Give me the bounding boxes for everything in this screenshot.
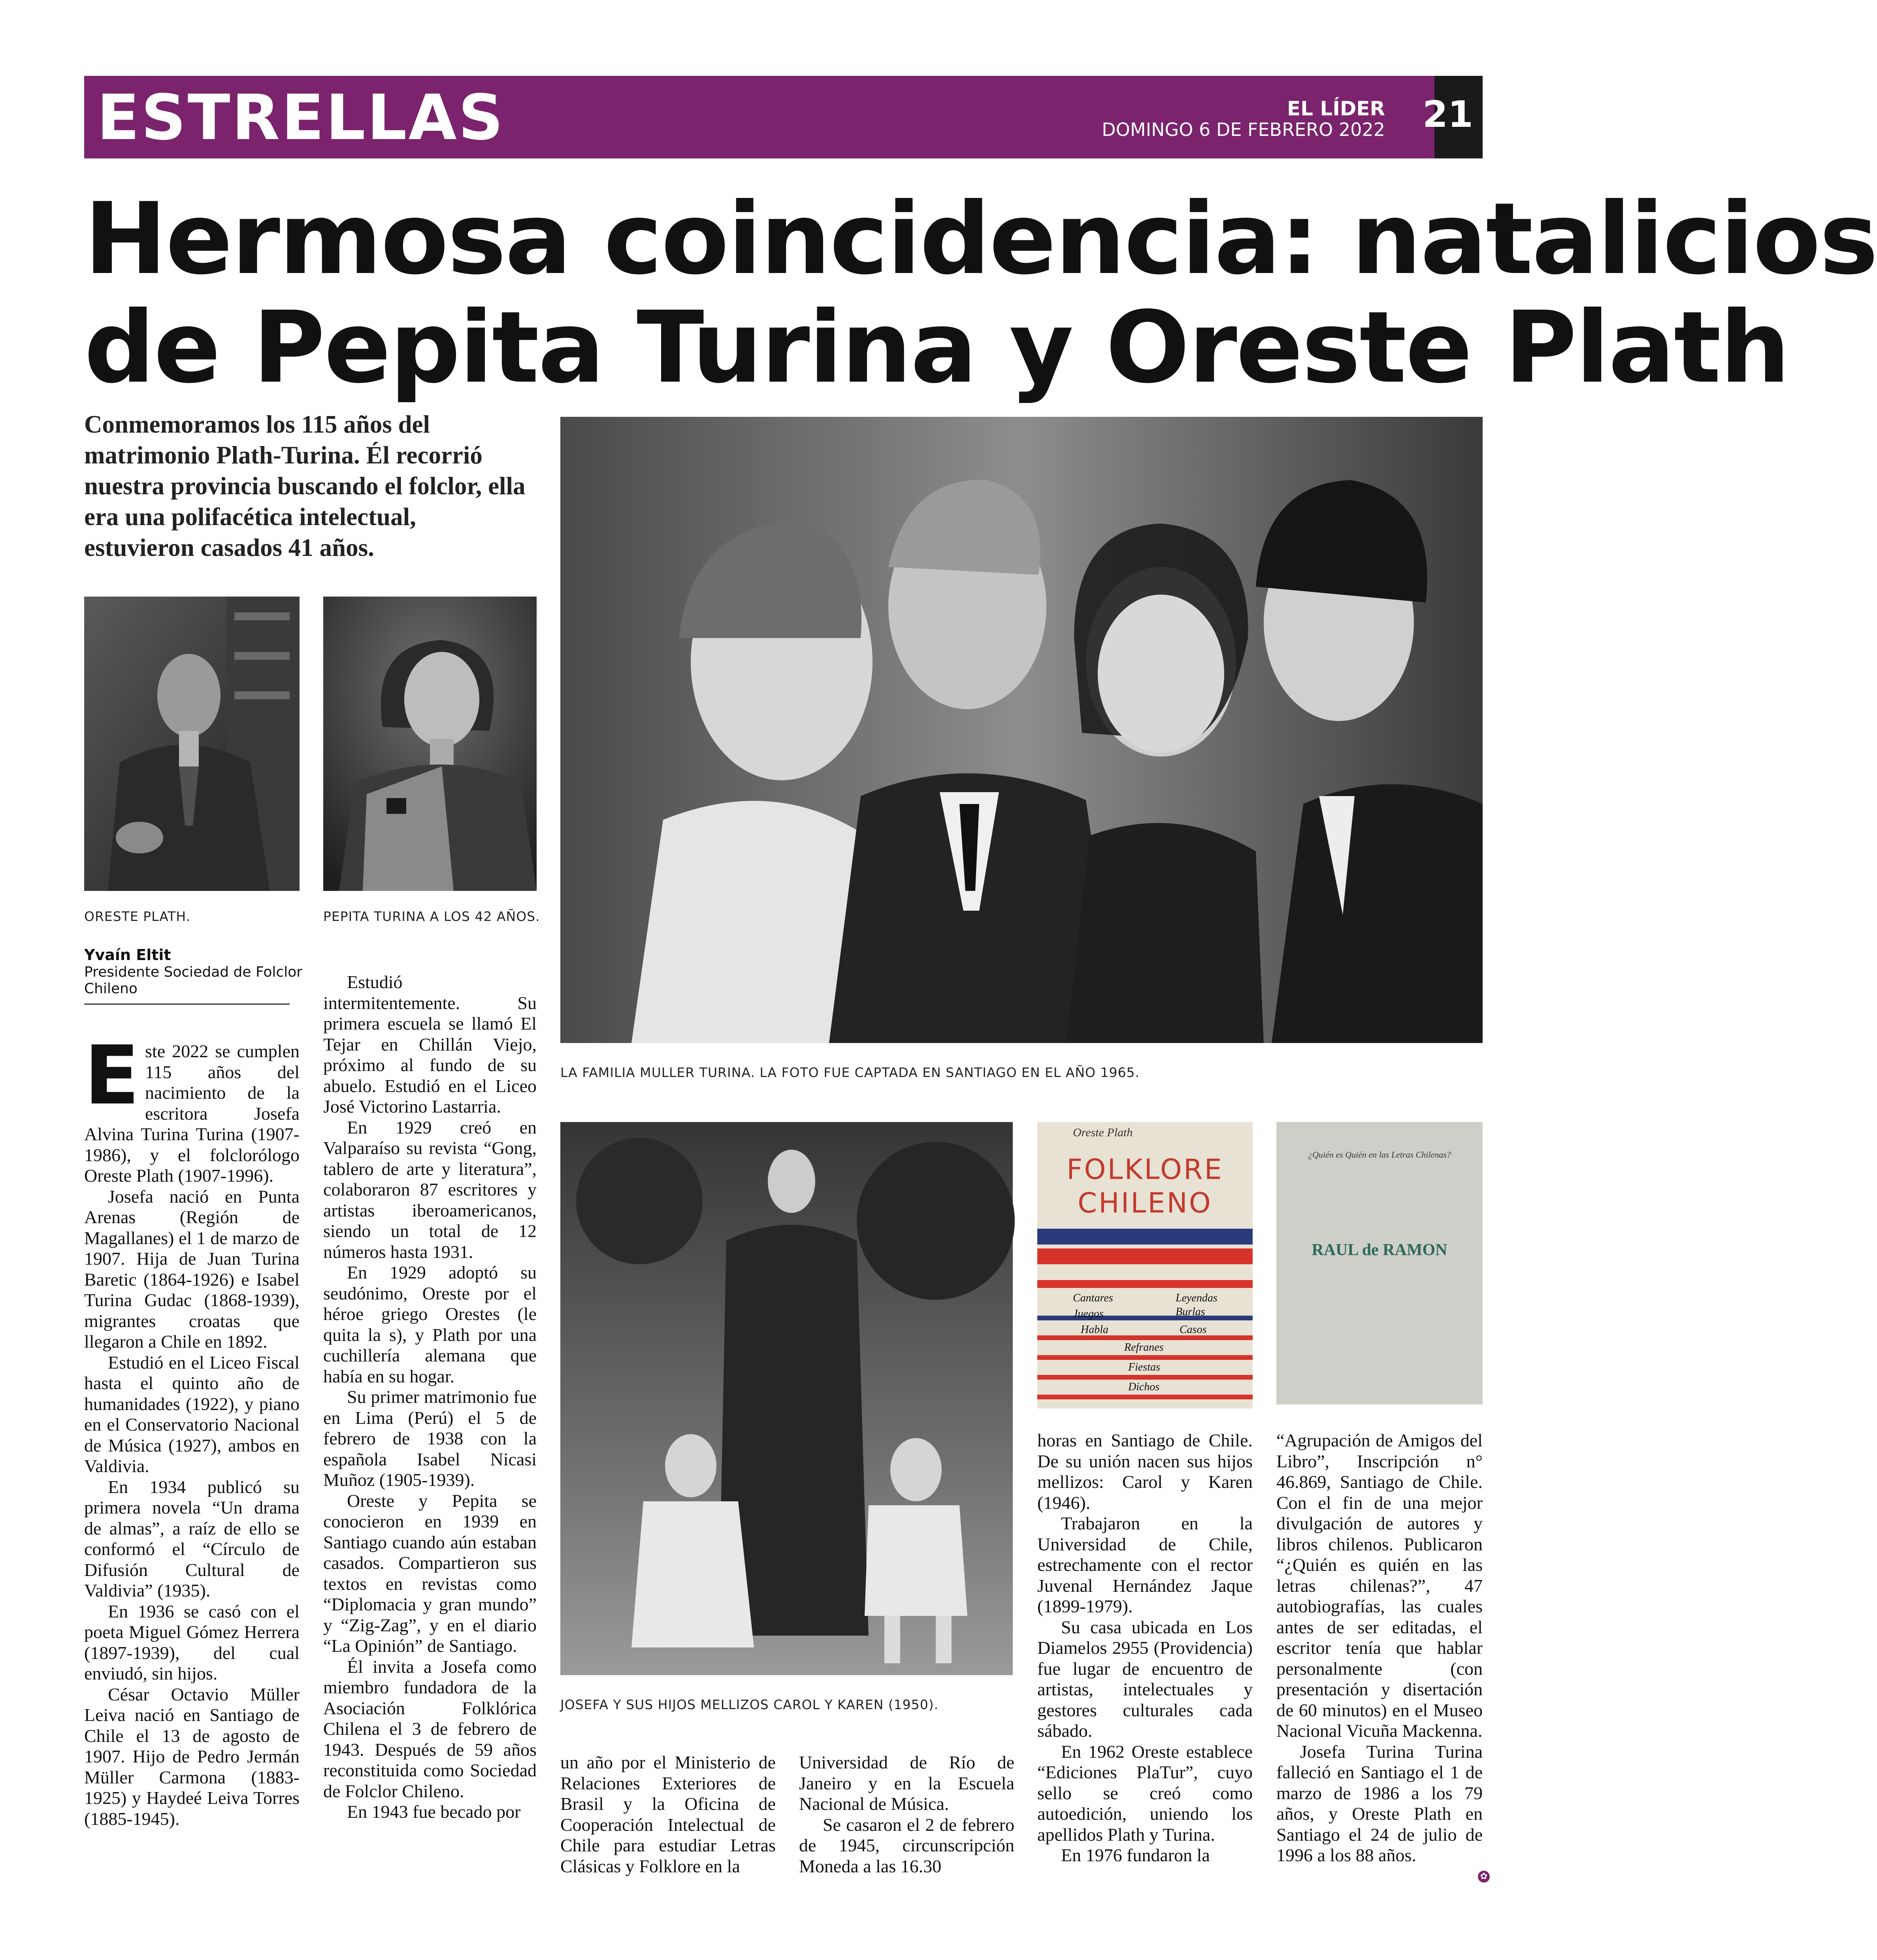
book-cover-quien-es-quien — [1276, 1122, 1483, 1405]
body-column-1 — [84, 1029, 300, 1829]
byline-divider — [84, 1004, 290, 1005]
headline-line-2: de Pepita Turina y Oreste Plath — [84, 290, 1789, 405]
caption-josefa: JOSEFA Y SUS HIJOS MELLIZOS CAROL Y KAREN (1950). — [560, 1697, 939, 1712]
paragraph: Universidad de Río de Janeiro y en la Escuela Nacional de Música. — [799, 1752, 1014, 1814]
book-quien-author: RAUL de RAMON — [1312, 1241, 1447, 1259]
body-column-2 — [323, 972, 537, 1823]
book-word: Habla — [1081, 1324, 1108, 1336]
page-number: 21 — [1423, 93, 1474, 136]
book-stripe-red-1 — [1037, 1248, 1253, 1264]
book-stripe-red-4 — [1037, 1355, 1253, 1360]
body-column-5 — [1037, 1430, 1253, 1866]
caption-oreste: ORESTE PLATH. — [84, 909, 191, 924]
book-word: Dichos — [1128, 1381, 1160, 1393]
paragraph: Trabajaron en la Universidad de Chile, estrechamente con el rector Juvenal Hernández Jaque (1899-1979). — [1037, 1513, 1253, 1616]
body-column-6 — [1276, 1430, 1483, 1866]
book-word: Juegos — [1073, 1308, 1104, 1320]
paragraph: Su casa ubicada en Los Diamelos 2955 (Providencia) fue lugar de encuentro de artistas, intelectuales y gestores culturales cada sábado. — [1037, 1617, 1253, 1741]
book-stripe-blue-1 — [1037, 1229, 1253, 1245]
josefa-twins-image — [560, 1122, 1013, 1675]
book-stripe-red-3 — [1037, 1335, 1253, 1340]
paragraph: En 1934 publicó su primera novela “Un drama de almas”, a raíz de ello se conformó el “Círculo de Difusión Cultural de Valdivia” (1935). — [84, 1476, 300, 1600]
book-word: Refranes — [1124, 1341, 1164, 1354]
paragraph: un año por el Ministerio de Relaciones Exteriores de Brasil y la Oficina de Cooperación Intelectual de Chile para estudiar Letras Clásicas y Folklore en la — [560, 1752, 776, 1876]
paragraph: Estudió en el Liceo Fiscal hasta el quinto año de humanidades (1922), y piano en el Conservatorio Nacional de Música (1927), ambos en Valdivia. — [84, 1352, 300, 1476]
paragraph: En 1943 fue becado por — [347, 1802, 521, 1822]
paragraph: ste 2022 se cumplen 115 años del nacimiento de la escritora Josefa Alvina Turina Turina (1907-1986), y el folclorólogo Oreste Plath (1907-1996). — [84, 1041, 300, 1186]
photo-josefa-mellizos — [560, 1122, 1013, 1675]
byline-name: Yvaín Eltit — [84, 946, 171, 964]
book-word: Leyendas — [1176, 1292, 1217, 1304]
paragraph: En 1976 fundaron la — [1061, 1845, 1210, 1865]
headline-line-1: Hermosa coincidencia: natalicios — [84, 181, 1877, 296]
paragraph: Josefa nació en Punta Arenas (Región de Magallanes) el 1 de marzo de 1907. Hija de Juan Turina Baretic (1864-1926) e Isabel Turina Gudac (1868-1939), migrantes croatas que llegaron a Chile en 1892. — [84, 1186, 300, 1352]
paragraph: Estudió intermitentemente. Su primera escuela se llamó El Tejar en Chillán Viejo, próximo al fundo de su abuelo. Estudió en el Liceo José Victorino Lastarria. — [323, 972, 537, 1117]
book-stripe-red-2 — [1037, 1280, 1253, 1288]
portrait-oreste-image — [84, 597, 300, 891]
photo-pepita-turina — [323, 597, 537, 891]
issue-date: DOMINGO 6 DE FEBRERO 2022 — [1102, 119, 1385, 140]
paragraph: Se casaron el 2 de febrero de 1945, circunscripción Moneda a las 16.30 — [799, 1814, 1014, 1876]
paragraph: En 1929 creó en Valparaíso su revista “Gong, tablero de arte y literatura”, colaboraron 87 escritores y artistas iberoamericanos, siendo un total de 12 números hasta 1931. — [323, 1117, 537, 1262]
paragraph: En 1929 adoptó su seudónimo, Oreste por el héroe griego Orestes (le quita la s), y Plath por una cuchillería alemana que había en su hogar. — [323, 1262, 537, 1386]
book-word: Cantares — [1073, 1292, 1113, 1304]
paragraph: Josefa Turina Turina falleció en Santiago el 1 de marzo de 1986 a los 79 años, y Oreste Plath en Santiago el 24 de julio de 1996 a los 88 años. — [1276, 1741, 1483, 1865]
book-folklore-title-1: FOLKLORE — [1067, 1153, 1223, 1186]
byline-role: Presidente Sociedad de Folclor Chileno — [84, 964, 303, 997]
book-word: Burlas — [1176, 1306, 1205, 1318]
book-word: Fiestas — [1128, 1361, 1160, 1373]
paragraph: Su primer matrimonio fue en Lima (Perú) el 5 de febrero de 1938 con la española Isabel Nicasi Muñoz (1905-1939). — [323, 1387, 537, 1490]
photo-oreste-plath — [84, 597, 300, 891]
book-folklore-author: Oreste Plath — [1073, 1126, 1133, 1139]
paragraph: “Agrupación de Amigos del Libro”, Inscripción n° 46.869, Santiago de Chile. Con el fin de una mejor divulgación de autores y libros chilenos. Publicaron “¿Quién es quién en las letras chilenas?”, 47 autobiografías, las cuales antes de ser editadas, el escritor tenía que hablar personalmente (con presentación y disertación de 60 minutos) en el Museo Nacional Vicuña Mackenna. — [1276, 1430, 1483, 1741]
book-stripe-red-5 — [1037, 1375, 1253, 1380]
paragraph: horas en Santiago de Chile. De su unión nacen sus hijos mellizos: Carol y Karen (1946). — [1037, 1430, 1253, 1513]
drop-cap: E — [84, 1029, 140, 1123]
book-cover-folklore-chileno — [1037, 1122, 1253, 1408]
portrait-pepita-image — [323, 597, 537, 891]
paragraph: César Octavio Müller Leiva nació en Santiago de Chile el 13 de agosto de 1907. Hijo de Pedro Jermán Müller Carmona (1883-1925) y Haydeé Leiva Torres (1885-1945). — [84, 1684, 300, 1829]
book-stripe-blue-2 — [1037, 1316, 1253, 1320]
book-stripe-red-6 — [1037, 1395, 1253, 1399]
caption-family: LA FAMILIA MULLER TURINA. LA FOTO FUE CAPTADA EN SANTIAGO EN EL AÑO 1965. — [560, 1065, 1140, 1080]
caption-pepita: PEPITA TURINA A LOS 42 AÑOS. — [323, 909, 540, 924]
paragraph: Oreste y Pepita se conocieron en 1939 en Santiago cuando aún estaban casados. Compartieron sus textos en revistas como “Diplomacia y gran mundo” y “Zig-Zag”, y en el diario “La Opinión” de Santiago. — [323, 1490, 537, 1656]
paragraph: En 1962 Oreste establece “Ediciones PlaTur”, cuyo sello se creó como autoedición, uniendo los apellidos Plath y Turina. — [1037, 1741, 1253, 1845]
photo-familia-muller-turina — [560, 417, 1483, 1043]
book-quien-title: ¿Quién es Quién en las Letras Chilenas? — [1308, 1150, 1451, 1160]
paragraph: Él invita a Josefa como miembro fundadora de la Asociación Folklórica Chilena el 3 de febrero de 1943. Después de 59 años reconstituida como Sociedad de Folclor Chileno. — [323, 1656, 537, 1801]
newspaper-name: EL LÍDER — [1287, 97, 1385, 120]
family-group-image — [560, 417, 1483, 1043]
body-column-4 — [799, 1752, 1014, 1877]
body-column-3 — [560, 1752, 776, 1877]
paragraph: En 1936 se casó con el poeta Miguel Gómez Herrera (1897-1939), del cual enviudó, sin hijos. — [84, 1601, 300, 1683]
book-word: Casos — [1180, 1324, 1207, 1336]
section-title: ESTRELLAS — [97, 81, 505, 154]
end-of-article-icon: ✿ — [1478, 1871, 1490, 1883]
lead-paragraph: Conmemoramos los 115 años del matrimonio Plath-Turina. Él recorrió nuestra provincia buscando el folclor, ella era una polifacética intelectual, estuvieron casados 41 años. — [84, 410, 526, 561]
book-folklore-title-2: CHILENO — [1078, 1187, 1212, 1219]
